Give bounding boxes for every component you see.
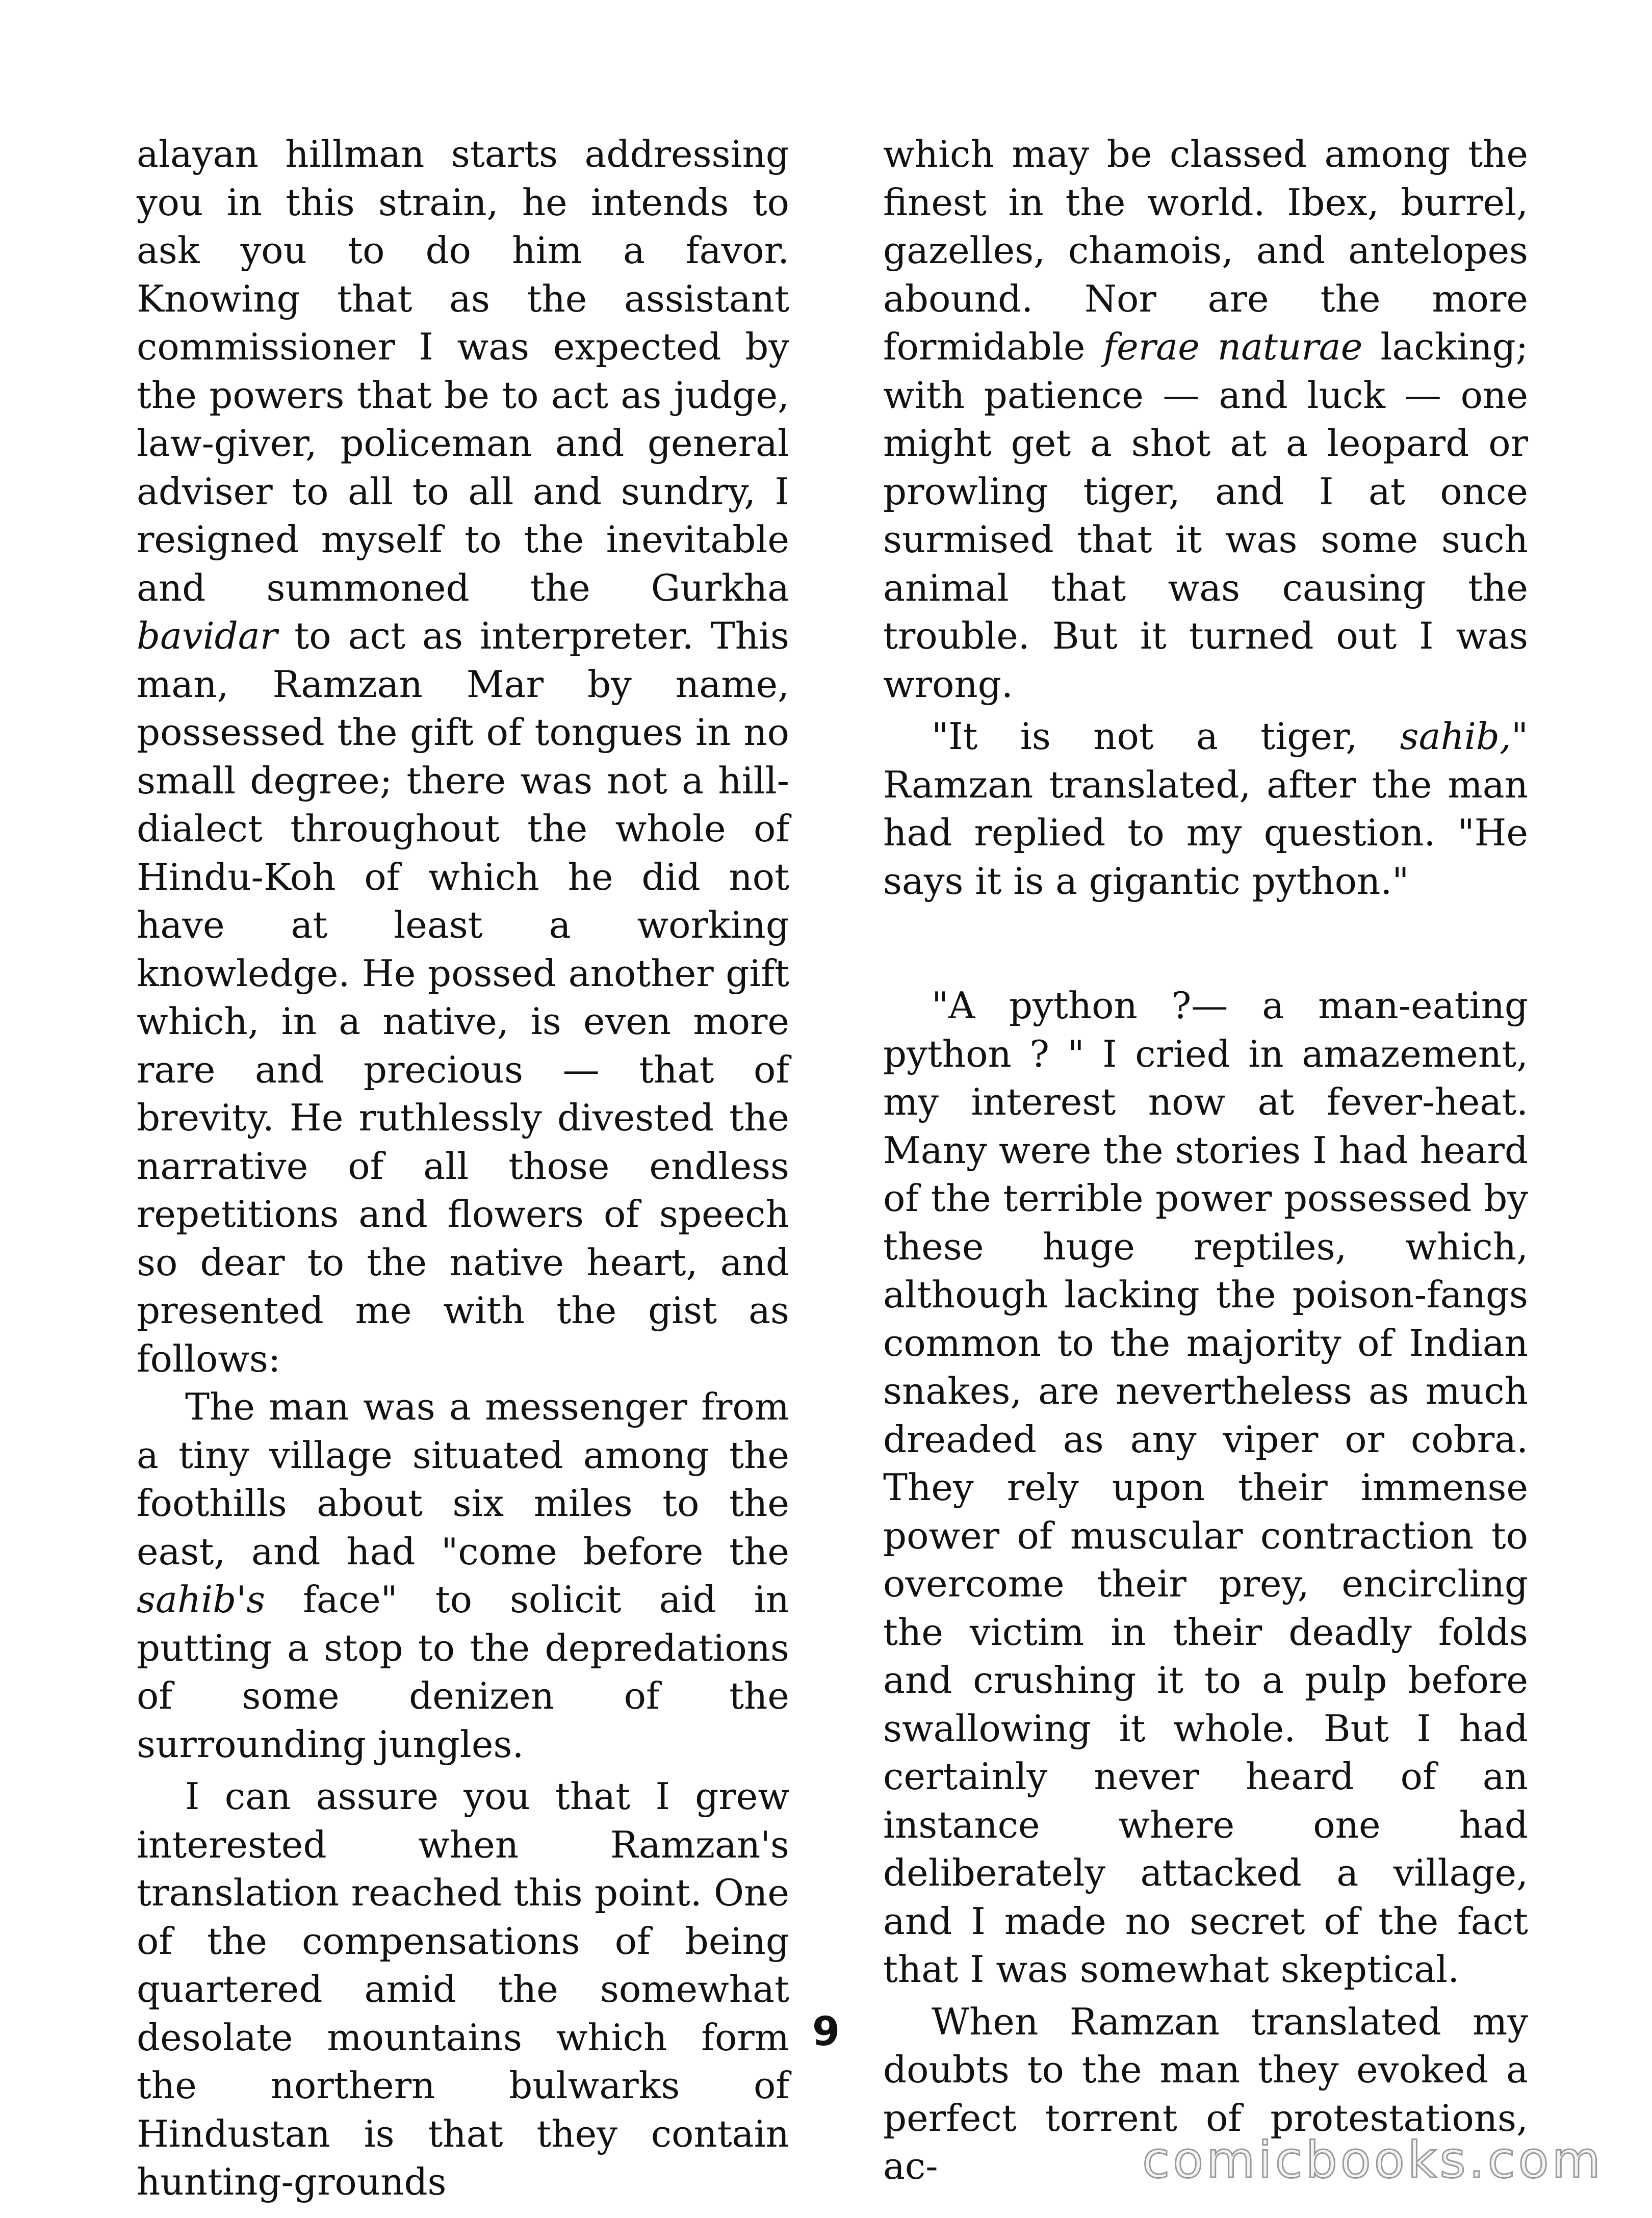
- left-paragraph-2-text: The man was a messenger from a tiny village situated among the foothills about six miles to the east, and had "come before the: [137, 1385, 789, 1573]
- right-paragraph-1: [883, 130, 1528, 708]
- italic-term-ferae-naturae: ferae naturae: [1103, 325, 1363, 368]
- italic-term-sahibs: sahib's: [137, 1578, 266, 1621]
- right-paragraph-2-rest: " Ramzan translated, after the man had replied to my question. "He says it is a gigantic python.": [883, 715, 1528, 902]
- page-number: 9: [812, 2009, 840, 2055]
- right-paragraph-3: "A python ?— a man-eating python ? " I cried in amazement, my interest now at fever-heat. Many were the stories I had heard of the terrible power possessed by these huge reptiles, which, although lacking the poison-fangs common to the majority of Indian snakes, are nevertheless as much dreaded as any viper or cobra. They rely upon their immense power of muscular contraction to overcome their prey, encircling the victim in their deadly folds and crushing it to a pulp before swallowing it whole. But I had certainly never heard of an instance where one had deliberately attacked a village, and I made no secret of the fact that I was somewhat skeptical.: [883, 984, 1528, 1991]
- left-paragraph-1: [137, 130, 789, 1383]
- right-paragraph-2: [883, 712, 1528, 905]
- right-paragraph-1-rest: lacking; with patience — and luck — one might get a shot at a leopard or prowling tiger, and I at once surmised that it was some such animal that was causing the trouble. But it turned out I was wrong.: [883, 325, 1529, 706]
- right-paragraph-4: When Ramzan translated my doubts to the man they evoked a perfect torrent of protestations, ac-: [883, 2000, 1528, 2187]
- left-paragraph-1-text: alayan hillman starts addressing you in this strain, he intends to ask you to do him a favor. Knowing that as the assistant commissioner I was expected by the powers that be to act as judge, law-giver, policeman and general adviser to all to all and sundry, I resigned myself to the inevitable and summoned the Gurkha: [137, 133, 789, 609]
- left-text-column: [137, 130, 789, 2206]
- site-watermark: comicbooks.com: [1142, 2131, 1604, 2189]
- left-paragraph-1-rest: to act as interpreter. This man, Ramzan Mar by name, possessed the gift of tongues in no small degree; there was not a hill-dialect throughout the whole of Hindu-Koh of which he did not have at least a working knowledge. He possed another gift which, in a native, is even more rare and precious — that of brevity. He ruthlessly divested the narrative of all those endless repetitions and flowers of speech so dear to the native heart, and presented me with the gist as follows:: [137, 614, 789, 1380]
- right-text-column: [883, 130, 1528, 2190]
- right-paragraph-1-text: which may be classed among the finest in the world. Ibex, burrel, gazelles, chamois, and antelopes abound. Nor are the more formidable: [883, 133, 1528, 368]
- italic-term-bavidar: bavidar: [137, 614, 278, 657]
- left-paragraph-2: [137, 1383, 789, 1768]
- italic-term-sahib: sahib,: [1400, 715, 1511, 758]
- left-paragraph-2-rest: face" to solicit aid in putting a stop to the depredations of some denizen of the surrounding jungles.: [137, 1578, 789, 1766]
- left-paragraph-3: I can assure you that I grew interested when Ramzan's translation reached this point. One of the compensations of being quartered amid the somewhat desolate mountains which form the northern bulwarks of Hindustan is that they contain hunting-grounds: [137, 1775, 789, 2203]
- right-paragraph-2-text: "It is not a tiger,: [932, 715, 1400, 758]
